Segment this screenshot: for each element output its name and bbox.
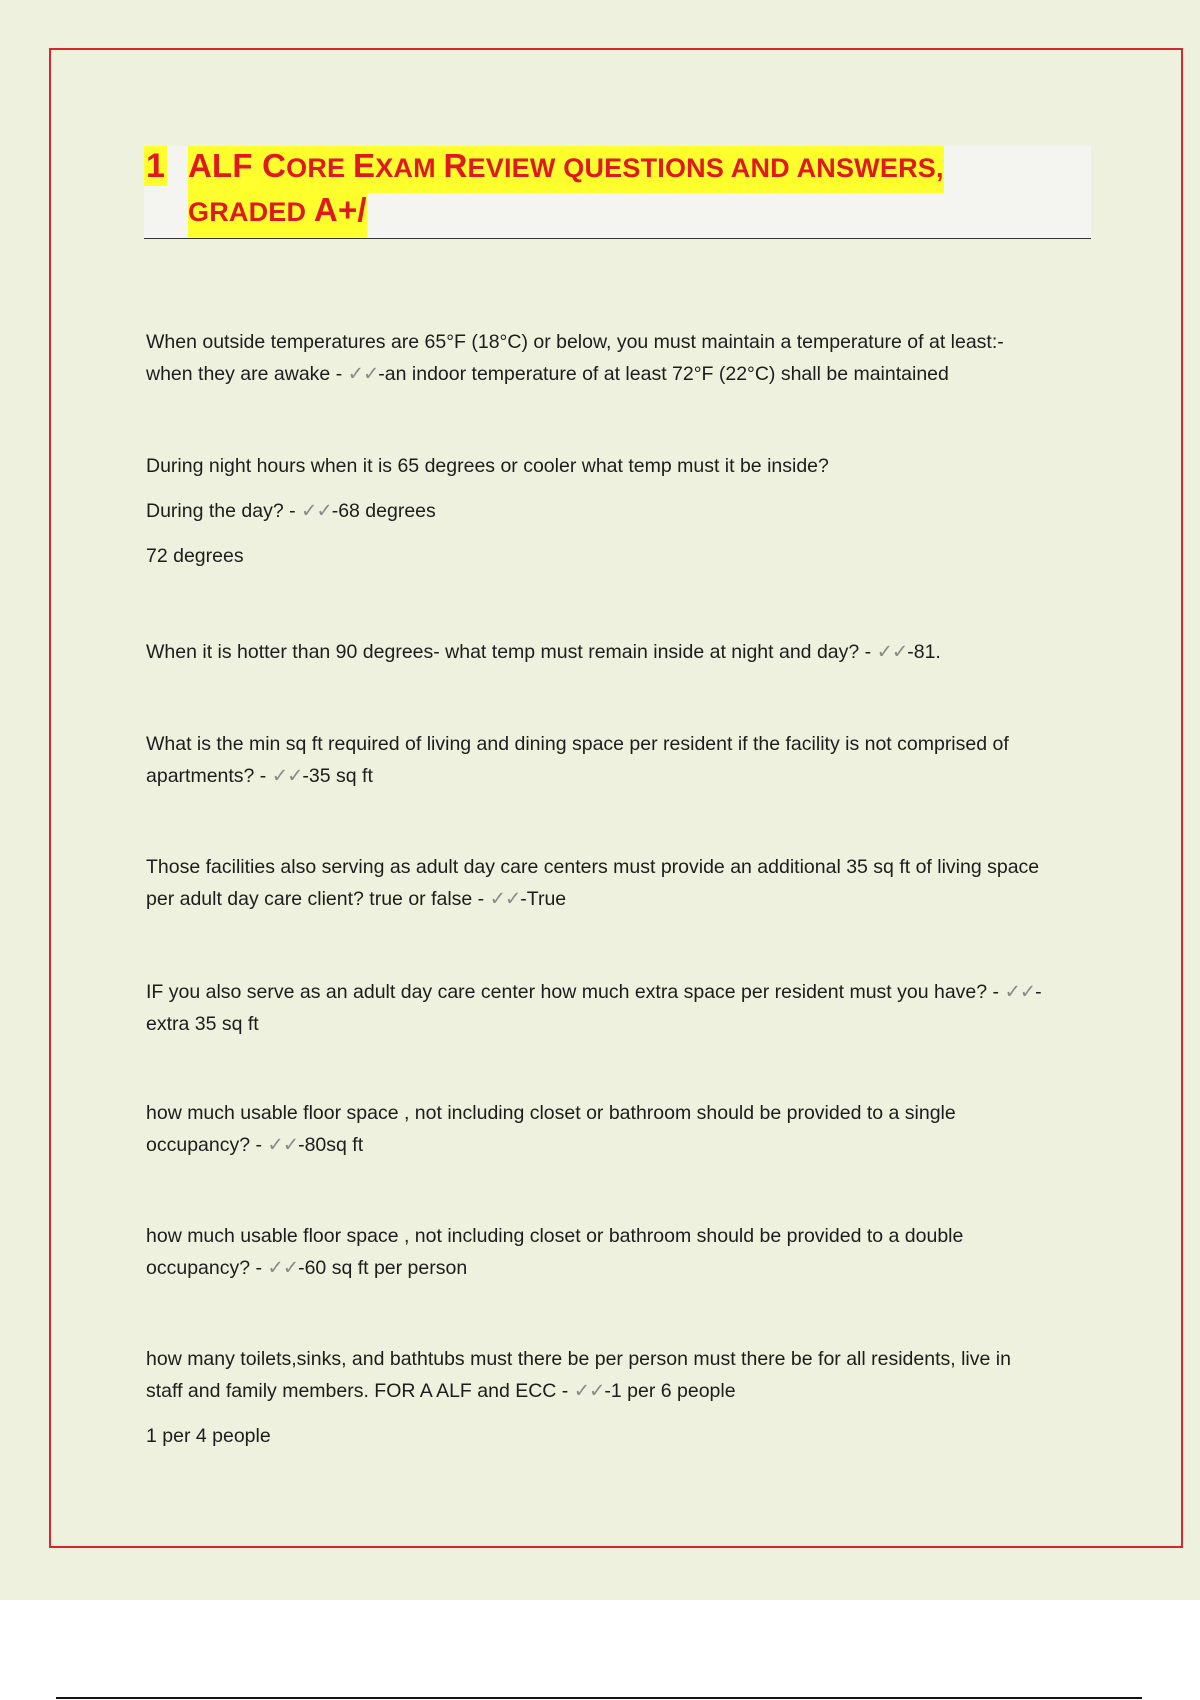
qa-line — [146, 851, 1086, 883]
qa-text: Those facilities also serving as adult day care centers must provide an additional 35 sq ft of living space — [146, 856, 1040, 878]
check-mark-icon: ✓✓ — [267, 1257, 299, 1279]
qa-line — [146, 358, 1086, 390]
check-mark-icon: ✓✓ — [271, 765, 303, 787]
qa-text: - — [1035, 981, 1042, 1003]
document-heading — [144, 146, 1091, 239]
qa-item — [146, 636, 1086, 668]
qa-line — [146, 976, 1086, 1008]
qa-line — [146, 1220, 1086, 1252]
qa-item — [146, 976, 1086, 1040]
check-mark-icon: ✓✓ — [1004, 981, 1036, 1003]
heading-segment: A+/ — [313, 191, 367, 228]
qa-line — [146, 1343, 1086, 1375]
heading-segment: XAM — [375, 153, 444, 183]
heading-title-line-1 — [188, 146, 944, 193]
qa-item — [146, 1220, 1086, 1284]
qa-item — [146, 326, 1086, 390]
qa-text: when they are awake - — [146, 363, 348, 385]
qa-item — [146, 728, 1086, 792]
qa-text: -35 sq ft — [302, 765, 373, 787]
qa-text: When outside temperatures are 65°F (18°C) or below, you must maintain a temperature of at least:- — [146, 331, 1004, 353]
check-mark-icon: ✓✓ — [301, 500, 332, 522]
check-mark-icon: ✓✓ — [876, 641, 908, 663]
qa-text: how much usable floor space , not including closet or bathroom should be provided to a double — [146, 1225, 964, 1247]
qa-line — [146, 728, 1086, 760]
page-frame — [49, 48, 1183, 1548]
qa-text: 1 per 4 people — [146, 1425, 271, 1447]
qa-text: occupancy? - — [146, 1257, 268, 1279]
check-mark-icon: ✓✓ — [489, 888, 521, 910]
qa-text: When it is hotter than 90 degrees- what temp must remain inside at night and day? - — [146, 641, 877, 663]
heading-segment: E — [352, 147, 376, 184]
qa-line — [146, 636, 1086, 668]
qa-text: apartments? - — [146, 765, 272, 787]
heading-segment: ORE — [286, 153, 353, 183]
qa-text: What is the min sq ft required of living and dining space per resident if the facility is not comprised of — [146, 733, 1009, 755]
heading-segment: ALF C — [188, 147, 287, 184]
qa-line — [146, 1129, 1086, 1161]
qa-line — [146, 760, 1086, 792]
qa-text: -1 per 6 people — [604, 1380, 736, 1402]
heading-title-line-2 — [188, 190, 367, 237]
qa-line — [146, 883, 1086, 915]
qa-line — [146, 1420, 1086, 1452]
footer-rule — [56, 1697, 1142, 1699]
qa-text: -an indoor temperature of at least 72°F (22°C) shall be maintained — [378, 363, 949, 385]
check-mark-icon: ✓✓ — [573, 1380, 605, 1402]
qa-text: During night hours when it is 65 degrees or cooler what temp must it be inside? — [146, 455, 829, 477]
qa-text: -60 sq ft per person — [298, 1257, 468, 1279]
qa-text: -True — [520, 888, 567, 910]
heading-segment: EVIEW QUESTIONS AND ANSWERS, — [467, 153, 944, 183]
qa-text: staff and family members. FOR A ALF and ECC - — [146, 1380, 574, 1402]
qa-line — [146, 1252, 1086, 1284]
qa-line — [146, 326, 1086, 358]
qa-text: During the day? - — [146, 500, 302, 522]
qa-text: occupancy? - — [146, 1134, 268, 1156]
qa-text: -81. — [907, 641, 941, 663]
qa-text: how many toilets,sinks, and bathtubs must there be per person must there be for all residents, live in — [146, 1348, 1011, 1370]
qa-text: -68 degrees — [331, 500, 436, 522]
heading-segment: R — [443, 147, 468, 184]
qa-line — [146, 1008, 1086, 1040]
qa-text: -80sq ft — [298, 1134, 364, 1156]
check-mark-icon: ✓✓ — [347, 363, 379, 385]
qa-line — [146, 540, 1086, 572]
check-mark-icon: ✓✓ — [267, 1134, 299, 1156]
heading-segment: GRADED — [188, 197, 314, 227]
qa-text: per adult day care client? true or false - — [146, 888, 490, 910]
qa-line — [146, 495, 1086, 527]
heading-number: 1 — [146, 147, 165, 185]
qa-item — [146, 450, 1086, 572]
qa-item — [146, 851, 1086, 915]
qa-text: how much usable floor space , not including closet or bathroom should be provided to a single — [146, 1102, 956, 1124]
qa-text: 72 degrees — [146, 545, 244, 567]
qa-text: IF you also serve as an adult day care center how much extra space per resident must you have? - — [146, 981, 1005, 1003]
qa-line — [146, 1375, 1086, 1407]
qa-text: extra 35 sq ft — [146, 1013, 259, 1035]
qa-line — [146, 1097, 1086, 1129]
qa-item — [146, 1343, 1086, 1452]
qa-item — [146, 1097, 1086, 1161]
qa-line — [146, 450, 1086, 482]
